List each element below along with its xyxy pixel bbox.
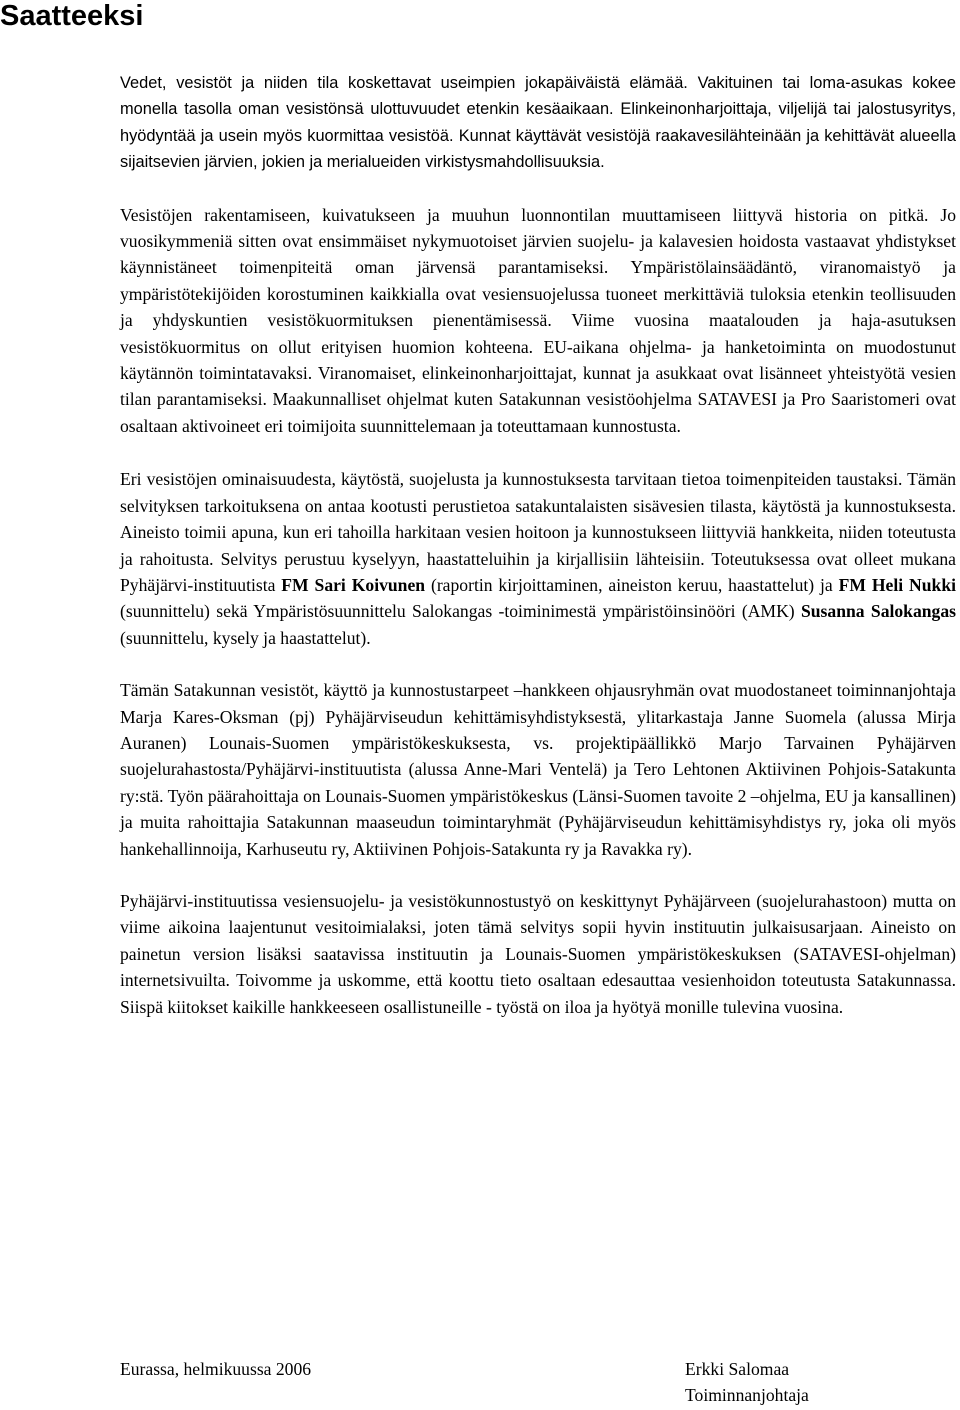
- foreword-body: [120, 70, 956, 1020]
- place-and-date: Eurassa, helmikuussa 2006: [120, 1359, 312, 1379]
- paragraph-4: Tämän Satakunnan vesistöt, käyttö ja kunnostustarpeet –hankkeen ohjausryhmän ovat muodostaneet toiminnanjohtaja Marja Kares-Oksman (pj) Pyhäjärviseudun kehittämisyhdistyksestä, ylitarkastaja Janne Suomela (alussa Mirja Auranen) Lounais-Suomen ympäristökeskuksesta, vs. projektipäällikkö Marjo Tarvainen Pyhäjärven suojelurahastosta/Pyhäjärvi-instituutista (alussa Anne-Mari Ventelä) ja Tero Lehtonen Aktiivinen Pohjois-Satakunta ry:stä. Työn päärahoittaja on Lounais-Suomen ympäristökeskus (Länsi-Suomen tavoite 2 –ohjelma, EU ja kansallinen) ja muita rahoittajia Satakunnan maaseudun toimintaryhmät (Pyhäjärviseudun kehittämisyhdistys ry, joka oli myös hankehallinnoija, Karhuseutu ry, Aktiivinen Pohjois-Satakunta ry ja Ravakka ry).: [120, 680, 956, 859]
- paragraph-1: Vedet, vesistöt ja niiden tila koskettavat useimpien jokapäiväistä elämää. Vakituinen tai loma-asukas kokee monella tasolla oman vesistönsä ulottuvuudet etenkin kesäaikaan. Elinkeinonharjoittaja, viljelijä tai jalostusyritys, hyödyntää ja usein myös kuormittaa vesistöä. Kunnat käyttävät vesistöjä raakavesilähteinään ja kehittävät alueella sijaitsevien järvien, jokien ja merialueiden virkistysmahdollisuuksia.: [120, 74, 956, 172]
- paragraph-2: Vesistöjen rakentamiseen, kuivatukseen ja muuhun luonnontilan muuttamiseen liittyvä historia on pitkä. Jo vuosikymmeniä sitten ovat ensimmäiset nykymuotoiset järvien suojelu- ja kalavesien hoidosta vastaavat yhdistykset käynnistäneet toimenpiteitä oman järvensä parantamiseksi. Ympäristölainsäädäntö, viranomaistyö ja ympäristötekijöiden korostuminen kaikkialla ovat vesiensuojelussa tuoneet merkittäviä tuloksia etenkin teollisuuden ja yhdyskuntien vesistökuormituksen pienentämisessä. Viime vuosina maatalouden ja haja-asutuksen vesistökuormitus on ollut erityisen huomion kohteena. EU-aikana ohjelma- ja hanketoiminta on muodostunut käytännön toimintatavaksi. Viranomaiset, elinkeinonharjoittajat, kunnat ja asukkaat ovat lisänneet yhteistyötä vesien tilan parantamiseksi. Maakunnalliset ohjelmat kuten Satakunnan vesistöohjelma SATAVESI ja Pro Saaristomeri ovat osaltaan aktivoineet eri toimijoita suunnittelemaan ja toteuttamaan kunnostusta.: [120, 204, 956, 436]
- bold-name: FM Sari Koivunen: [281, 574, 426, 595]
- bold-name: Susanna Salokangas: [800, 601, 956, 622]
- signatory-name: Erkki Salomaa: [685, 1359, 790, 1379]
- signatory-title: Toiminnanjohtaja: [685, 1385, 809, 1405]
- paragraph-3: Eri vesistöjen ominaisuudesta, käytöstä, suojelusta ja kunnostuksesta tarvitaan tietoa toimenpiteiden taustaksi. Tämän selvityksen tarkoituksena on antaa kootusti perustietoa satakuntalaisten sisävesien tilasta, käytöstä ja kunnostuksesta. Aineisto toimii apuna, kun eri tahoilla harkitaan vesien hoitoon ja kunnostukseen liittyviä hankkeita, niiden toteutusta ja rahoitusta. Selvitys perustuu kyselyyn, haastatteluihin ja kirjallisiin lähteisiin. Toteutuksessa ovat olleet mukana Pyhäjärvi-instituutista FM Sari Koivunen (raportin kirjoittaminen, aineiston keruu, haastattelut) ja FM Heli Nukki (suunnittelu) sekä Ympäristösuunnittelu Salokangas -toiminimestä ympäristöinsinööri (AMK) Susanna Salokangas (suunnittelu, kysely ja haastattelut).: [120, 469, 956, 648]
- paragraph-5: Pyhäjärvi-instituutissa vesiensuojelu- ja vesistökunnostustyö on keskittynyt Pyhäjärveen (suojelurahastoon) mutta on viime aikoina laajentunut vesitoimialaksi, joten tämä selvitys sopii hyvin instituutin julkaisusarjaan. Aineisto on painetun version lisäksi saatavissa instituutin ja Lounais-Suomen ympäristökeskuksen (SATAVESI-ohjelman) internetsivuilta. Toivomme ja uskomme, että koottu tieto osaltaan edesauttaa vesienhoidon toteutusta Satakunnassa. Siispä kiitokset kaikille hankkeeseen osallistuneille - työstä on iloa ja hyötyä monille tulevina vuosina.: [120, 890, 956, 1017]
- page-title: Saatteeksi: [0, 0, 144, 32]
- bold-name: FM Heli Nukki: [838, 574, 956, 595]
- signatory: [685, 1356, 809, 1408]
